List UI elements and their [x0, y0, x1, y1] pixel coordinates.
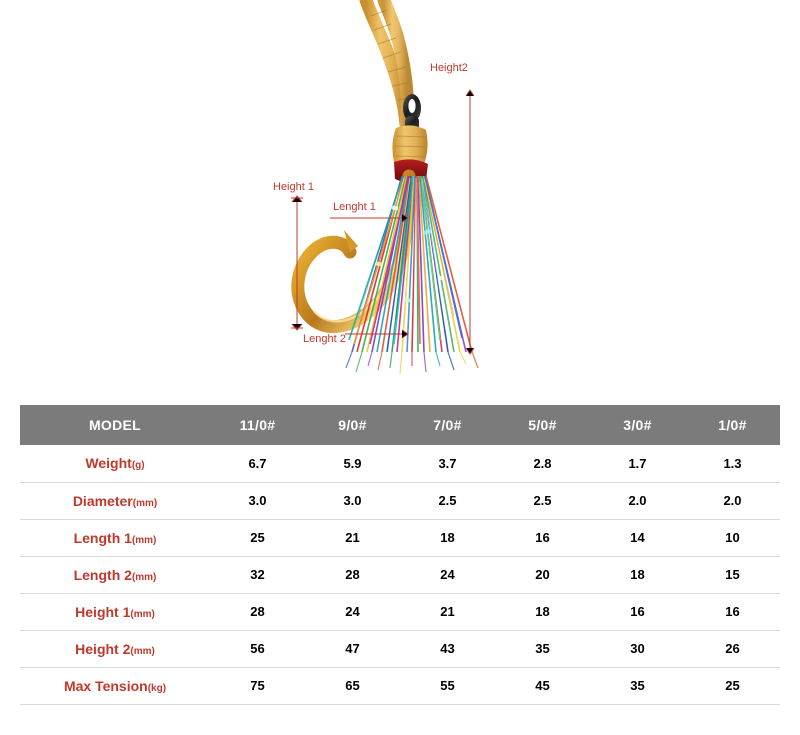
cell: 2.5 [495, 482, 590, 519]
cell: 6.7 [210, 445, 305, 482]
header-row [20, 405, 780, 445]
table-row [20, 482, 780, 519]
table-row [20, 630, 780, 667]
cell: 18 [590, 556, 685, 593]
row-label-text: Length 2 [73, 566, 132, 583]
cell: 2.5 [400, 482, 495, 519]
header-model-2: 7/0# [400, 405, 495, 445]
table-header [20, 405, 780, 445]
header-model-4: 3/0# [590, 405, 685, 445]
row-label-text: Length 1 [73, 529, 132, 546]
cell: 24 [305, 593, 400, 630]
cell: 55 [400, 667, 495, 704]
table-row [20, 519, 780, 556]
header-model-1: 9/0# [305, 405, 400, 445]
cell: 1.3 [685, 445, 780, 482]
skirt-tips [346, 352, 478, 374]
row-unit-text: (mm) [130, 608, 155, 620]
row-label-text: Diameter [72, 492, 133, 509]
cell: 2.0 [590, 482, 685, 519]
cell: 1.7 [590, 445, 685, 482]
cell: 15 [685, 556, 780, 593]
table-row [20, 593, 780, 630]
cell: 30 [590, 630, 685, 667]
cell: 26 [685, 630, 780, 667]
table-body [20, 445, 780, 704]
annotation-length1: Lenght 1 [333, 201, 376, 213]
cell: 35 [495, 630, 590, 667]
cell: 56 [210, 630, 305, 667]
header-model: MODEL [20, 405, 210, 445]
cell: 3.0 [305, 482, 400, 519]
cell: 28 [210, 593, 305, 630]
row-label-length-2 [20, 556, 210, 593]
cell: 16 [590, 593, 685, 630]
cell: 18 [400, 519, 495, 556]
cell: 18 [495, 593, 590, 630]
row-label-height-1 [20, 593, 210, 630]
cell: 16 [495, 519, 590, 556]
cell: 75 [210, 667, 305, 704]
cell: 47 [305, 630, 400, 667]
cell: 25 [685, 667, 780, 704]
cell: 43 [400, 630, 495, 667]
cell: 10 [685, 519, 780, 556]
table-row [20, 556, 780, 593]
cell: 45 [495, 667, 590, 704]
cell: 2.0 [685, 482, 780, 519]
cell: 35 [590, 667, 685, 704]
annotation-height2: Height2 [430, 62, 468, 74]
cell: 25 [210, 519, 305, 556]
cell: 5.9 [305, 445, 400, 482]
row-label-text: Height 2 [75, 640, 131, 657]
row-unit-text: (kg) [147, 682, 167, 694]
cell: 21 [305, 519, 400, 556]
cell: 14 [590, 519, 685, 556]
row-label-diameter [20, 482, 210, 519]
cell: 3.0 [210, 482, 305, 519]
cell: 3.7 [400, 445, 495, 482]
row-unit-text: (mm) [130, 645, 155, 657]
cell: 24 [400, 556, 495, 593]
row-unit-text: (mm) [131, 534, 157, 546]
header-model-0: 11/0# [210, 405, 305, 445]
row-label-height-2 [20, 630, 210, 667]
row-label-length-1 [20, 519, 210, 556]
row-label-text: Weight [85, 455, 132, 472]
table-row [20, 667, 780, 704]
cell: 28 [305, 556, 400, 593]
cell: 20 [495, 556, 590, 593]
specification-table [20, 405, 780, 705]
header-model-3: 5/0# [495, 405, 590, 445]
header-model-5: 1/0# [685, 405, 780, 445]
row-label-weight [20, 445, 210, 482]
cell: 32 [210, 556, 305, 593]
annotation-length2: Lenght 2 [303, 333, 346, 345]
row-label-text: Max Tension [63, 677, 148, 694]
table-row [20, 445, 780, 482]
cell: 21 [400, 593, 495, 630]
cell: 2.8 [495, 445, 590, 482]
row-label-max-tension [20, 667, 210, 704]
height2-guide [466, 90, 474, 354]
row-unit-text: (mm) [131, 571, 157, 583]
row-unit-text: (g) [131, 460, 145, 472]
row-unit-text: (mm) [132, 497, 158, 509]
cell: 16 [685, 593, 780, 630]
row-label-text: Height 1 [75, 603, 131, 620]
annotation-height1: Height 1 [273, 181, 314, 193]
cell: 65 [305, 667, 400, 704]
